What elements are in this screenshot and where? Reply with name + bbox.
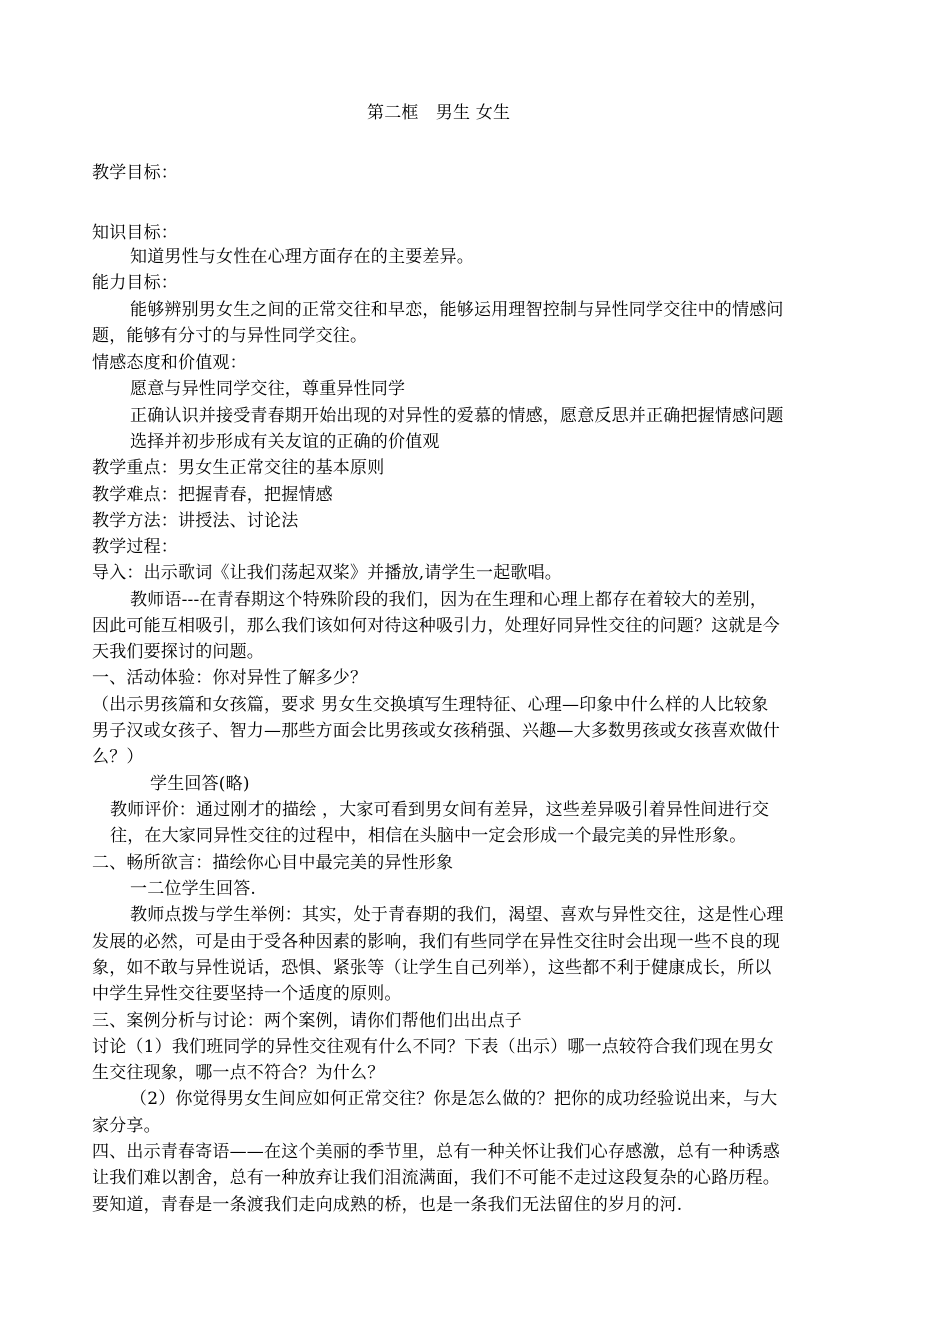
line-key-point: 教学重点：男女生正常交往的基本原则 bbox=[92, 458, 385, 478]
line-emotion-content-2: 正确认识并接受青春期开始出现的对异性的爱慕的情感，愿意反思并正确把握情感问题 bbox=[130, 406, 784, 426]
line-student-answer: 学生回答(略) bbox=[150, 774, 250, 794]
line-discussion-1b: 生交往现象，哪一点不符合？为什么？ bbox=[92, 1063, 385, 1083]
line-teacher-speech-2: 因此可能互相吸引，那么我们该如何对待这种吸引力，处理好同异性交往的问题？这就是今 bbox=[92, 616, 780, 636]
line-teacher-guide-3: 象，如不敢与异性说话，恐惧、紧张等（让学生自己列举），这些都不利于健康成长，所以 bbox=[92, 958, 772, 978]
line-discussion-2a: （2）你觉得男女生间应如何正常交往？你是怎么做的？把你的成功经验说出来，与大 bbox=[130, 1089, 778, 1109]
line-section-1-detail-1: （出示男孩篇和女孩篇，要求 男女生交换填写生理特征、心理—印象中什么样的人比较象 bbox=[92, 695, 769, 715]
line-discussion-1a: 讨论（1）我们班同学的异性交往观有什么不同？下表（出示）哪一点较符合我们现在男女 bbox=[92, 1037, 774, 1057]
line-teaching-method: 教学方法：讲授法、讨论法 bbox=[92, 511, 299, 531]
line-teacher-comment-2: 往，在大家同异性交往的过程中，相信在头脑中一定会形成一个最完美的异性形象。 bbox=[110, 826, 747, 846]
line-section-1-detail-3: 么？） bbox=[92, 747, 144, 767]
line-emotion-goal: 情感态度和价值观： bbox=[92, 353, 247, 373]
line-knowledge-goal: 知识目标： bbox=[92, 223, 178, 243]
line-emotion-content-1: 愿意与异性同学交往，尊重异性同学 bbox=[130, 379, 406, 399]
line-section-2-answer: 一二位学生回答. bbox=[130, 879, 257, 899]
line-discussion-2b: 家分享。 bbox=[92, 1116, 161, 1136]
line-ability-content-1: 能够辨别男女生之间的正常交往和早恋，能够运用理智控制与异性同学交往中的情感问 bbox=[130, 300, 784, 320]
line-intro: 导入：出示歌词《让我们荡起双桨》并播放,请学生一起歌唱。 bbox=[92, 563, 563, 583]
line-section-3: 三、案例分析与讨论：两个案例，请你们帮他们出出点子 bbox=[92, 1011, 522, 1031]
line-section-4-2: 让我们难以割舍，总有一种放弃让我们泪流满面，我们不可能不走过这段复杂的心路历程。 bbox=[92, 1168, 780, 1188]
line-difficult-point: 教学难点：把握青春，把握情感 bbox=[92, 485, 333, 505]
line-ability-content-2: 题，能够有分寸的与异性同学交往。 bbox=[92, 326, 368, 346]
line-teaching-process: 教学过程： bbox=[92, 537, 178, 557]
line-section-2: 二、畅所欲言：描绘你心目中最完美的异性形象 bbox=[92, 853, 454, 873]
line-teacher-guide-2: 发展的必然，可是由于受各种因素的影响，我们有些同学在异性交往时会出现一些不良的现 bbox=[92, 932, 780, 952]
line-teaching-goals: 教学目标： bbox=[92, 163, 178, 183]
line-ability-goal: 能力目标： bbox=[92, 273, 178, 293]
line-teacher-comment-1: 教师评价：通过刚才的描绘 ，大家可看到男女间有差异，这些差异吸引着异性间进行交 bbox=[110, 800, 770, 820]
line-teacher-guide-4: 中学生异性交往要坚持一个适度的原则。 bbox=[92, 984, 402, 1004]
line-knowledge-content: 知道男性与女性在心理方面存在的主要差异。 bbox=[130, 247, 474, 267]
line-section-1: 一、活动体验：你对异性了解多少？ bbox=[92, 668, 368, 688]
line-teacher-guide-1: 教师点拨与学生举例：其实，处于青春期的我们，渴望、喜欢与异性交往，这是性心理 bbox=[130, 905, 784, 925]
line-section-4-3: 要知道，青春是一条渡我们走向成熟的桥，也是一条我们无法留住的岁月的河. bbox=[92, 1195, 683, 1215]
line-teacher-speech-3: 天我们要探讨的问题。 bbox=[92, 642, 264, 662]
line-teacher-speech-1: 教师语---在青春期这个特殊阶段的我们，因为在生理和心理上都存在着较大的差别， bbox=[130, 590, 768, 610]
line-section-4-1: 四、出示青春寄语——在这个美丽的季节里，总有一种关怀让我们心存感激，总有一种诱惑 bbox=[92, 1142, 780, 1162]
line-emotion-content-3: 选择并初步形成有关友谊的正确的价值观 bbox=[130, 432, 440, 452]
page-title: 第二框 男生 女生 bbox=[367, 103, 511, 123]
line-section-1-detail-2: 男子汉或女孩子、智力—那些方面会比男孩或女孩稍强、兴趣—大多数男孩或女孩喜欢做什 bbox=[92, 721, 780, 741]
